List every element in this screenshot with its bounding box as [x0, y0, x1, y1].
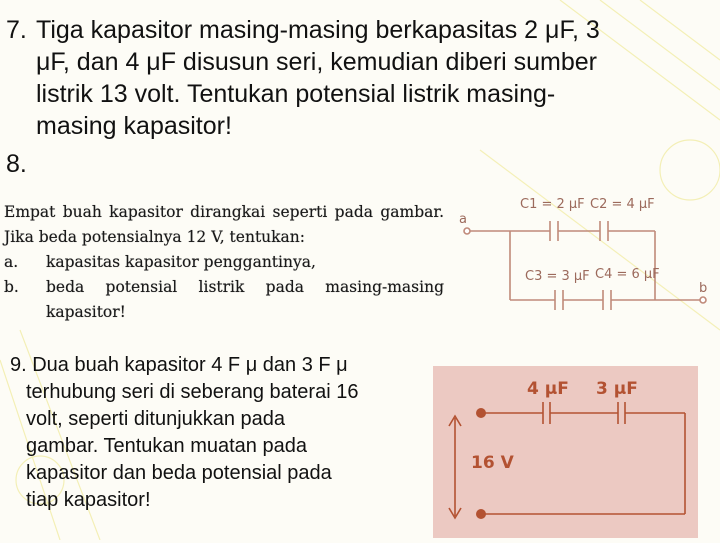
question-9-line-3: volt, seperti ditunjukkan pada — [26, 408, 286, 430]
circuit-label-voltage: 16 V — [471, 453, 514, 473]
question-8-text — [4, 200, 444, 325]
question-8-intro-2: Jika beda potensialnya 12 V, tentukan: — [4, 228, 305, 246]
circuit-label-4uf: 4 μF — [527, 379, 569, 399]
circuit-label-c1: C1 = 2 μF — [520, 197, 585, 212]
circuit-terminal-b: b — [699, 281, 708, 296]
question-9-line-2: terhubung seri di seberang baterai 16 — [26, 381, 359, 403]
question-9 — [10, 352, 450, 514]
question-8-circuit-diagram — [455, 188, 717, 313]
question-8-number: 8. — [6, 150, 27, 178]
question-7-line-2: μF, dan 4 μF disusun seri, kemudian diberi sumber — [36, 48, 598, 76]
circuit-terminal-a: a — [459, 212, 467, 227]
question-7-line-4: masing kapasitor! — [36, 112, 232, 140]
question-9-line-1: 9. Dua buah kapasitor 4 F μ dan 3 F μ — [10, 354, 348, 376]
question-9-line-4: gambar. Tentukan muatan pada — [26, 435, 307, 457]
question-8-item-a-text: kapasitas kapasitor penggantinya, — [46, 253, 316, 271]
question-7-line-1: Tiga kapasitor masing-masing berkapasitas 2 μF, 3 — [36, 16, 600, 44]
question-8-item-b-label: b. — [4, 278, 19, 296]
question-9-line-6: tiap kapasitor! — [26, 489, 151, 511]
question-9-line-5: kapasitor dan beda potensial pada — [26, 462, 332, 484]
question-7 — [6, 14, 706, 142]
question-9-circuit-panel — [433, 366, 698, 538]
question-9-circuit-diagram — [433, 366, 698, 538]
question-8-item-b-continuation: kapasitor! — [46, 303, 126, 321]
question-7-number: 7. — [6, 16, 27, 44]
circuit-label-c4: C4 = 6 μF — [595, 267, 660, 282]
question-8-item-b-text: beda potensial listrik pada masing-masing — [46, 278, 444, 296]
question-7-line-3: listrik 13 volt. Tentukan potensial listrik masing- — [36, 80, 556, 108]
question-8-intro-1: Empat buah kapasitor dirangkai seperti pada gambar. — [4, 203, 444, 221]
circuit-label-c2: C2 = 4 μF — [590, 197, 655, 212]
circuit-label-3uf: 3 μF — [596, 379, 638, 399]
circuit-label-c3: C3 = 3 μF — [525, 269, 590, 284]
question-8-item-a-label: a. — [4, 253, 19, 271]
